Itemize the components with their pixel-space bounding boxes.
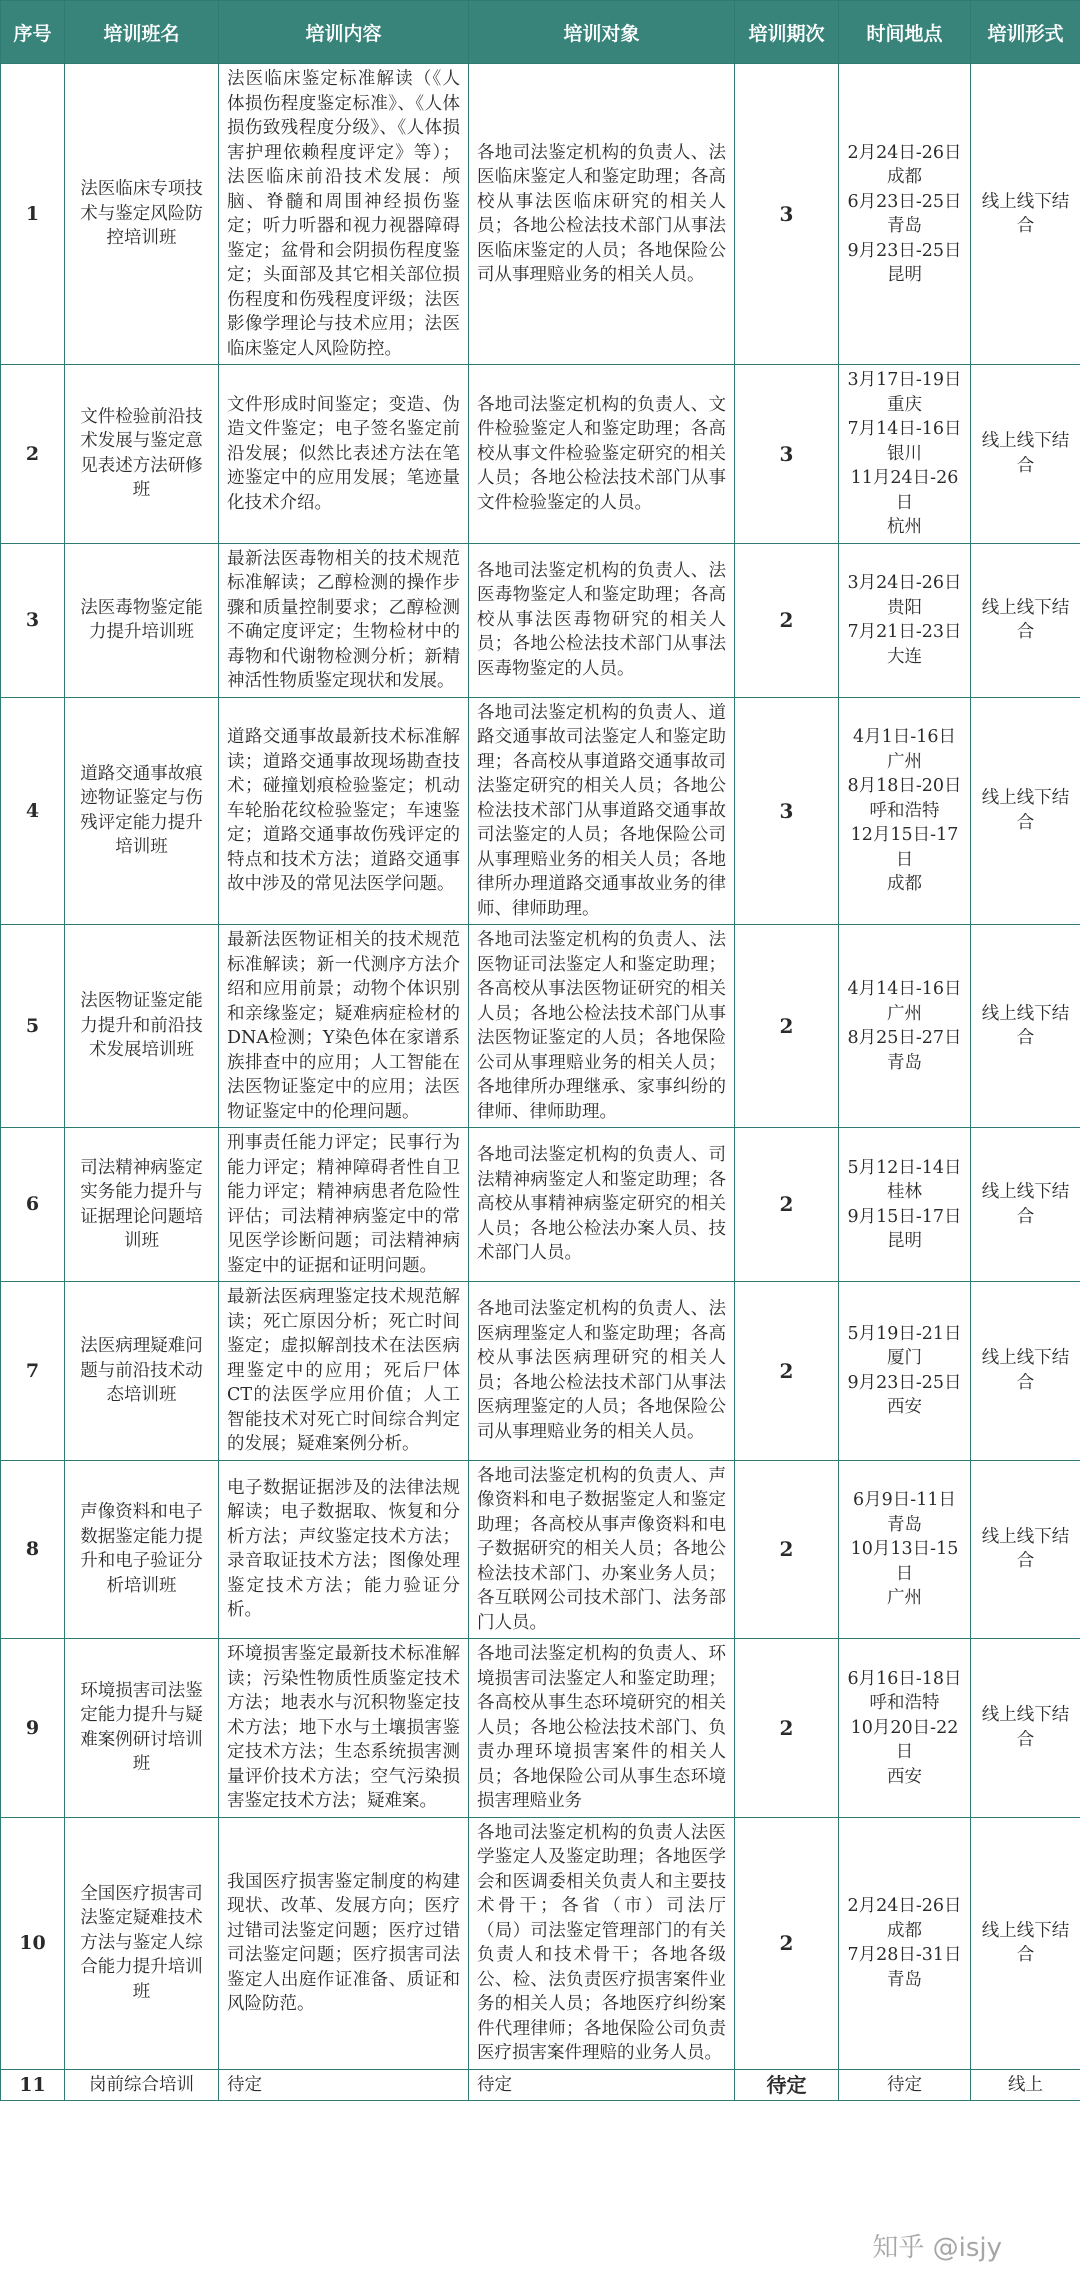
time-location-line: 3月24日-26日 bbox=[847, 573, 962, 593]
cell-format: 线上线下结合 bbox=[971, 64, 1080, 365]
cell-sessions: 2 bbox=[735, 1460, 839, 1639]
time-location-line: 10月13日-15日 bbox=[850, 1539, 959, 1584]
time-location-line: 昆明 bbox=[887, 265, 922, 285]
cell-target: 待定 bbox=[469, 2069, 735, 2101]
cell-target: 各地司法鉴定机构的负责人、法医物证司法鉴定人和鉴定助理；各高校从事法医物证研究的相关人员；各地公检法技术部门从事法医物证鉴定的人员；各地保险公司从事理赔业务的相关人员；各地律所办理继承、家事纠纷的律师、律师助理。 bbox=[469, 925, 735, 1128]
time-location-line: 12月15日-17日 bbox=[850, 825, 959, 870]
cell-no: 9 bbox=[1, 1639, 65, 1818]
cell-no: 7 bbox=[1, 1282, 65, 1461]
cell-sessions: 3 bbox=[735, 697, 839, 925]
time-location-line: 10月20日-22日 bbox=[850, 1717, 959, 1762]
time-location-line: 11月24日-26日 bbox=[850, 468, 959, 513]
cell-time-location bbox=[839, 1282, 971, 1461]
time-location-line: 大连 bbox=[887, 646, 922, 667]
cell-target: 各地司法鉴定机构的负责人、法医病理鉴定人和鉴定助理；各高校从事法医病理研究的相关人员；各地公检法技术部门从事法医病理鉴定的人员；各地保险公司从事理赔业务的相关人员。 bbox=[469, 1282, 735, 1461]
time-location-line: 2月24日-26日 bbox=[847, 1896, 962, 1916]
cell-course-name: 法医病理疑难问题与前沿技术动态培训班 bbox=[65, 1282, 219, 1461]
table-row bbox=[1, 2069, 1080, 2101]
cell-no: 1 bbox=[1, 64, 65, 365]
cell-target: 各地司法鉴定机构的负责人、法医毒物鉴定人和鉴定助理；各高校从事法医毒物研究的相关人员；各地公检法技术部门从事法医毒物鉴定的人员。 bbox=[469, 543, 735, 697]
cell-content: 环境损害鉴定最新技术标准解读；污染性物质性质鉴定技术方法；地表水与沉积物鉴定技术方法；地下水与土壤损害鉴定技术方法；生态系统损害测量评价技术方法；空气污染损害鉴定技术方法；疑难案。 bbox=[219, 1639, 469, 1818]
table-row bbox=[1, 1128, 1080, 1282]
cell-format: 线上线下结合 bbox=[971, 1282, 1080, 1461]
time-location-line: 6月16日-18日 bbox=[847, 1668, 962, 1689]
time-location-line: 昆明 bbox=[887, 1231, 922, 1251]
cell-sessions: 待定 bbox=[735, 2069, 839, 2101]
cell-no: 10 bbox=[1, 1817, 65, 2069]
time-location-line: 5月12日-14日 bbox=[847, 1157, 962, 1178]
header-no: 序号 bbox=[1, 1, 65, 64]
cell-time-location bbox=[839, 2069, 971, 2101]
cell-content: 道路交通事故最新技术标准解读；道路交通事故现场勘查技术；碰撞划痕检验鉴定；机动车轮胎花纹检验鉴定；车速鉴定；道路交通事故伤残评定的特点和技术方法；道路交通事故中涉及的常见法医学问题。 bbox=[219, 697, 469, 925]
cell-no: 3 bbox=[1, 543, 65, 697]
cell-time-location bbox=[839, 543, 971, 697]
cell-format: 线上线下结合 bbox=[971, 1639, 1080, 1818]
table-row bbox=[1, 697, 1080, 925]
time-location-line: 9月15日-17日 bbox=[847, 1206, 962, 1227]
time-location-line: 广州 bbox=[887, 1003, 922, 1024]
time-location-line: 7月14日-16日 bbox=[847, 419, 962, 439]
cell-target: 各地司法鉴定机构的负责人、文件检验鉴定人和鉴定助理；各高校从事文件检验鉴定研究的相关人员；各地公检法技术部门从事文件检验鉴定的人员。 bbox=[469, 365, 735, 544]
cell-sessions: 2 bbox=[735, 543, 839, 697]
cell-time-location bbox=[839, 64, 971, 365]
cell-content: 最新法医病理鉴定技术规范解读；死亡原因分析；死亡时间鉴定；虚拟解剖技术在法医病理鉴定中的应用；死后尸体CT的法医学应用价值；人工智能技术对死亡时间综合判定的发展；疑难案例分析。 bbox=[219, 1282, 469, 1461]
cell-sessions: 2 bbox=[735, 1639, 839, 1818]
time-location-line: 贵阳 bbox=[887, 597, 922, 618]
time-location-line: 7月28日-31日 bbox=[847, 1945, 962, 1965]
time-location-line: 西安 bbox=[887, 1397, 922, 1418]
time-location-line: 3月17日-19日 bbox=[847, 370, 962, 390]
cell-target: 各地司法鉴定机构的负责人、环境损害司法鉴定人和鉴定助理；各高校从事生态环境研究的相关人员；各地公检法技术部门、负责办理环境损害案件的相关人员；各地保险公司从事生态环境损害理赔业务 bbox=[469, 1639, 735, 1818]
cell-content: 我国医疗损害鉴定制度的构建现状、改革、发展方向；医疗过错司法鉴定问题；医疗过错司法鉴定问题；医疗损害司法鉴定人出庭作证准备、质证和风险防范。 bbox=[219, 1817, 469, 2069]
cell-format: 线上线下结合 bbox=[971, 925, 1080, 1128]
time-location-line: 成都 bbox=[887, 874, 922, 894]
cell-target: 各地司法鉴定机构的负责人、司法精神病鉴定人和鉴定助理；各高校从事精神病鉴定研究的相关人员；各地公检法办案人员、技术部门人员。 bbox=[469, 1128, 735, 1282]
cell-no: 5 bbox=[1, 925, 65, 1128]
time-location-line: 厦门 bbox=[887, 1348, 922, 1369]
time-location-line: 杭州 bbox=[887, 517, 922, 537]
cell-course-name: 岗前综合培训 bbox=[65, 2069, 219, 2101]
time-location-line: 6月9日-11日 bbox=[853, 1490, 956, 1510]
time-location-line: 9月23日-25日 bbox=[847, 240, 962, 261]
cell-content: 待定 bbox=[219, 2069, 469, 2101]
time-location-line: 青岛 bbox=[887, 1052, 922, 1073]
time-location-line: 广州 bbox=[887, 751, 922, 772]
table-row bbox=[1, 925, 1080, 1128]
time-location-line: 成都 bbox=[887, 1920, 922, 1941]
header-target: 培训对象 bbox=[469, 1, 735, 64]
time-location-line: 青岛 bbox=[887, 1514, 922, 1535]
table-row bbox=[1, 64, 1080, 365]
cell-target: 各地司法鉴定机构的负责人法医学鉴定人及鉴定助理；各地医学会和医调委相关负责人和主要技术骨干；各省（市）司法厅（局）司法鉴定管理部门的有关负责人和技术骨干；各地各级公、检、法负责医疗损害案件业务的相关人员；各地医疗纠纷案件代理律师；各地保险公司负责医疗损害案件理赔的业务人员。 bbox=[469, 1817, 735, 2069]
cell-sessions: 3 bbox=[735, 64, 839, 365]
cell-course-name: 声像资料和电子数据鉴定能力提升和电子验证分析培训班 bbox=[65, 1460, 219, 1639]
cell-course-name: 环境损害司法鉴定能力提升与疑难案例研讨培训班 bbox=[65, 1639, 219, 1818]
cell-time-location bbox=[839, 697, 971, 925]
cell-format: 线上线下结合 bbox=[971, 1128, 1080, 1282]
table-row bbox=[1, 1282, 1080, 1461]
header-content: 培训内容 bbox=[219, 1, 469, 64]
time-location-line: 西安 bbox=[887, 1766, 922, 1787]
cell-course-name: 法医物证鉴定能力提升和前沿技术发展培训班 bbox=[65, 925, 219, 1128]
cell-target: 各地司法鉴定机构的负责人、道路交通事故司法鉴定人和鉴定助理；各高校从事道路交通事故司法鉴定研究的相关人员；各地公检法技术部门从事道路交通事故司法鉴定的人员；各地保险公司从事理赔业务的相关人员；各地律所办理道路交通事故业务的律师、律师助理。 bbox=[469, 697, 735, 925]
cell-no: 8 bbox=[1, 1460, 65, 1639]
cell-no: 6 bbox=[1, 1128, 65, 1282]
time-location-line: 青岛 bbox=[887, 1969, 922, 1990]
cell-format: 线上线下结合 bbox=[971, 1460, 1080, 1639]
cell-sessions: 2 bbox=[735, 1817, 839, 2069]
time-location-line: 呼和浩特 bbox=[869, 800, 940, 821]
cell-no: 2 bbox=[1, 365, 65, 544]
cell-course-name: 法医毒物鉴定能力提升培训班 bbox=[65, 543, 219, 697]
cell-content: 电子数据证据涉及的法律法规解读；电子数据取、恢复和分析方法；声纹鉴定技术方法；录音取证技术方法；图像处理鉴定技术方法；能力验证分析。 bbox=[219, 1460, 469, 1639]
time-location-line: 9月23日-25日 bbox=[847, 1372, 962, 1393]
time-location-line: 2月24日-26日 bbox=[847, 142, 962, 163]
header-time: 时间地点 bbox=[839, 1, 971, 64]
cell-course-name: 法医临床专项技术与鉴定风险防控培训班 bbox=[65, 64, 219, 365]
cell-content: 文件形成时间鉴定；变造、伪造文件鉴定；电子签名鉴定前沿发展；似然比表述方法在笔迹鉴定中的应用发展；笔迹量化技术介绍。 bbox=[219, 365, 469, 544]
cell-sessions: 2 bbox=[735, 925, 839, 1128]
cell-format: 线上线下结合 bbox=[971, 697, 1080, 925]
table-body bbox=[1, 64, 1080, 2101]
cell-format: 线上线下结合 bbox=[971, 365, 1080, 544]
time-location-line: 银川 bbox=[887, 443, 922, 464]
cell-no: 11 bbox=[1, 2069, 65, 2101]
cell-target: 各地司法鉴定机构的负责人、法医临床鉴定人和鉴定助理；各高校从事法医临床研究的相关人员；各地公检法技术部门从事法医临床鉴定的人员；各地保险公司从事理赔业务的相关人员。 bbox=[469, 64, 735, 365]
cell-content: 法医临床鉴定标准解读（《人体损伤程度鉴定标准》、《人体损伤致残程度分级》、《人体损害护理依赖程度评定》等）；法医临床前沿技术发展：颅脑、脊髓和周围神经损伤鉴定；听力听器和视力视器障碍鉴定；盆骨和会阴损伤程度鉴定；头面部及其它相关部位损伤程度和伤残程度评级；法医影像学理论与技术应用；法医临床鉴定人风险防控。 bbox=[219, 64, 469, 365]
time-location-line: 8月25日-27日 bbox=[847, 1028, 962, 1048]
cell-time-location bbox=[839, 925, 971, 1128]
cell-no: 4 bbox=[1, 697, 65, 925]
table-row bbox=[1, 543, 1080, 697]
cell-time-location bbox=[839, 1460, 971, 1639]
header-format: 培训形式 bbox=[971, 1, 1080, 64]
cell-course-name: 全国医疗损害司法鉴定疑难技术方法与鉴定人综合能力提升培训班 bbox=[65, 1817, 219, 2069]
time-location-line: 桂林 bbox=[887, 1182, 922, 1202]
time-location-line: 7月21日-23日 bbox=[847, 622, 962, 642]
cell-sessions: 2 bbox=[735, 1282, 839, 1461]
time-location-line: 呼和浩特 bbox=[869, 1693, 940, 1713]
cell-time-location bbox=[839, 1128, 971, 1282]
cell-content: 刑事责任能力评定；民事行为能力评定；精神障碍者性自卫能力评定；精神病患者危险性评估；司法精神病鉴定中的常见医学诊断问题；司法精神病鉴定中的证据和证明问题。 bbox=[219, 1128, 469, 1282]
cell-course-name: 道路交通事故痕迹物证鉴定与伤残评定能力提升培训班 bbox=[65, 697, 219, 925]
time-location-line: 广州 bbox=[887, 1588, 922, 1608]
time-location-line: 重庆 bbox=[887, 394, 922, 415]
cell-content: 最新法医物证相关的技术规范标准解读；新一代测序方法介绍和应用前景；动物个体识别和亲缘鉴定；疑难病症检材的DNA检测；Y染色体在家谱系族排查中的应用；人工智能在法医物证鉴定中的应用；法医物证鉴定中的伦理问题。 bbox=[219, 925, 469, 1128]
time-location-line: 6月23日-25日 bbox=[847, 191, 962, 212]
cell-course-name: 司法精神病鉴定实务能力提升与证据理论问题培训班 bbox=[65, 1128, 219, 1282]
cell-sessions: 3 bbox=[735, 365, 839, 544]
table-row bbox=[1, 365, 1080, 544]
cell-content: 最新法医毒物相关的技术规范标准解读；乙醇检测的操作步骤和质量控制要求；乙醇检测不确定度评定；生物检材中的毒物和代谢物检测分析；新精神活性物质鉴定现状和发展。 bbox=[219, 543, 469, 697]
time-location-line: 成都 bbox=[887, 167, 922, 187]
table-row bbox=[1, 1639, 1080, 1818]
time-location-line: 4月14日-16日 bbox=[847, 979, 962, 999]
time-location-line: 8月18日-20日 bbox=[847, 776, 962, 796]
header-name: 培训班名 bbox=[65, 1, 219, 64]
header-sessions: 培训期次 bbox=[735, 1, 839, 64]
cell-time-location bbox=[839, 1817, 971, 2069]
time-location-line: 5月19日-21日 bbox=[847, 1323, 962, 1344]
cell-format: 线上线下结合 bbox=[971, 543, 1080, 697]
time-location-line: 青岛 bbox=[887, 216, 922, 236]
table-row bbox=[1, 1817, 1080, 2069]
cell-format: 线上 bbox=[971, 2069, 1080, 2101]
cell-sessions: 2 bbox=[735, 1128, 839, 1282]
time-location-line: 4月1日-16日 bbox=[853, 727, 956, 747]
cell-course-name: 文件检验前沿技术发展与鉴定意见表述方法研修班 bbox=[65, 365, 219, 544]
cell-time-location bbox=[839, 1639, 971, 1818]
cell-target: 各地司法鉴定机构的负责人、声像资料和电子数据鉴定人和鉴定助理；各高校从事声像资料和电子数据研究的相关人员；各地公检法技术部门、办案业务人员；各互联网公司技术部门、法务部门人员。 bbox=[469, 1460, 735, 1639]
cell-format: 线上线下结合 bbox=[971, 1817, 1080, 2069]
time-location-line: 待定 bbox=[887, 2074, 922, 2095]
watermark-text: 知乎 @isjy bbox=[872, 2233, 1002, 2263]
cell-time-location bbox=[839, 365, 971, 544]
table-row bbox=[1, 1460, 1080, 1639]
header-row bbox=[1, 1, 1080, 64]
